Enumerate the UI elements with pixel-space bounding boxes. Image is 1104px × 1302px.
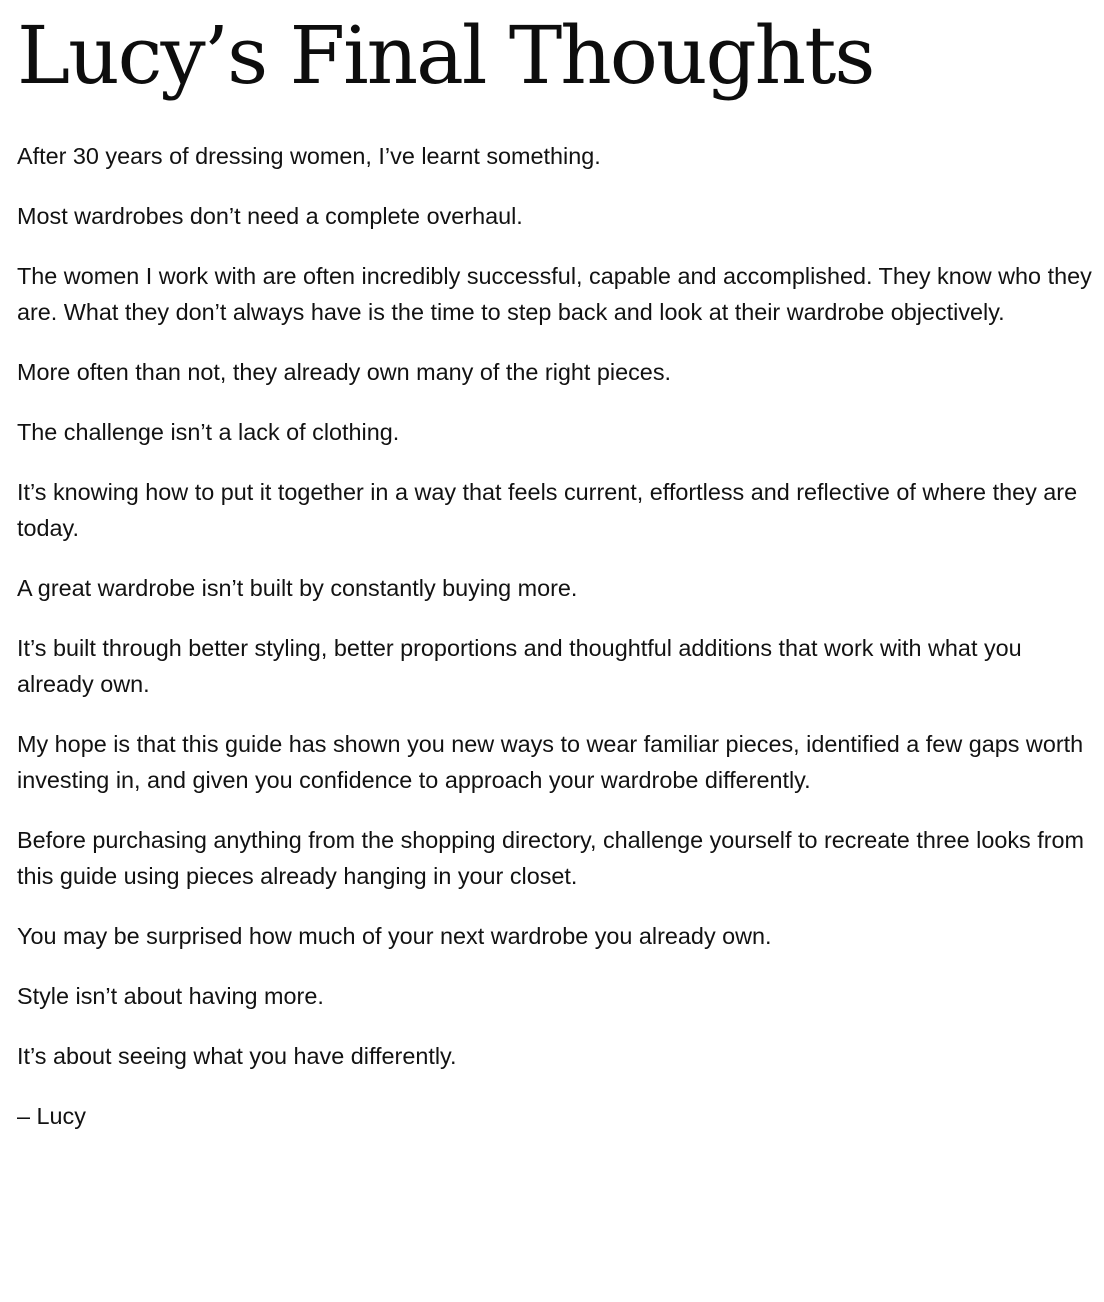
paragraph: More often than not, they already own many of the right pieces. — [17, 359, 672, 385]
page-title: Lucy’s Final Thoughts — [17, 9, 874, 102]
paragraph: Before purchasing anything from the shopping directory, challenge yourself to recreate three looks from this guide using pieces already hanging in your closet. — [17, 827, 1085, 889]
paragraph: You may be surprised how much of your next wardrobe you already own. — [17, 923, 772, 949]
paragraph: It’s about seeing what you have differently. — [17, 1043, 457, 1069]
signature: – Lucy — [17, 1103, 86, 1129]
paragraph: A great wardrobe isn’t built by constantly buying more. — [17, 575, 578, 601]
paragraph: Most wardrobes don’t need a complete overhaul. — [17, 203, 523, 229]
paragraph: It’s built through better styling, better proportions and thoughtful additions that work with what you already own. — [17, 635, 1022, 697]
paragraph: My hope is that this guide has shown you new ways to wear familiar pieces, identified a few gaps worth investing in, and given you confidence to approach your wardrobe differently. — [17, 731, 1084, 793]
paragraph: Style isn’t about having more. — [17, 983, 324, 1009]
paragraph: It’s knowing how to put it together in a way that feels current, effortless and reflective of where they are today. — [17, 479, 1078, 541]
paragraph: The women I work with are often incredibly successful, capable and accomplished. They know who they are. What they don’t always have is the time to step back and look at their wardrobe objectively. — [17, 263, 1092, 325]
paragraph: The challenge isn’t a lack of clothing. — [17, 419, 400, 445]
paragraph: After 30 years of dressing women, I’ve learnt something. — [17, 143, 601, 169]
